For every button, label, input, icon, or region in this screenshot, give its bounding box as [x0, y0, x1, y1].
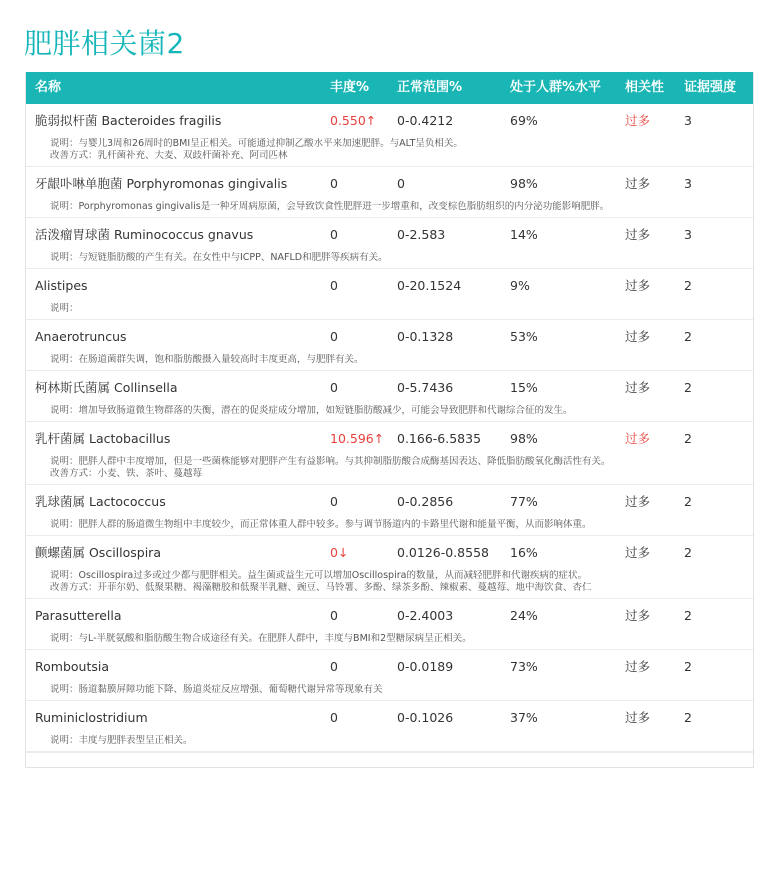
row-evidence: 2 — [684, 278, 692, 293]
table-row — [26, 167, 753, 201]
table-row — [26, 320, 753, 354]
row-name: Alistipes — [35, 278, 88, 293]
note-improvement: 改善方式：小麦、铁、茶叶、蔓越莓 — [50, 468, 203, 479]
header-name: 名称 — [35, 80, 62, 95]
row-evidence: 2 — [684, 431, 692, 446]
row-notes — [26, 138, 753, 167]
row-abundance: 0 — [330, 494, 338, 509]
row-evidence: 3 — [684, 176, 692, 191]
row-evidence: 3 — [684, 227, 692, 242]
note-description: 说明：与婴儿3周和26周时的BMI呈正相关。可能通过抑制乙酸水平来加速肥胖。与ALT呈负相关。 — [50, 138, 463, 149]
row-percentile: 53% — [510, 329, 538, 344]
row-relation: 过多 — [625, 329, 651, 344]
row-relation: 过多 — [625, 278, 651, 293]
table-row — [26, 650, 753, 684]
header-relation: 相关性 — [625, 80, 665, 95]
row-name: 脆弱拟杆菌 Bacteroides fragilis — [35, 113, 222, 128]
row-normal-range: 0-20.1524 — [397, 278, 462, 293]
note-description: 说明：与L-半胱氨酸和脂肪酸生物合成途径有关。在肥胖人群中，丰度与BMI和2型糖尿病呈正相关。 — [50, 633, 472, 644]
row-normal-range: 0.166-6.5835 — [397, 431, 482, 446]
row-normal-range: 0-2.4003 — [397, 608, 454, 623]
row-abundance: 0 — [330, 710, 338, 725]
note-description: 说明：Oscillospira过多或过少都与肥胖相关。益生菌或益生元可以增加Oscillospira的数量，从而减轻肥胖和代谢疾病的症状。 — [50, 570, 587, 581]
note-description: 说明：与短链脂肪酸的产生有关。在女性中与ICPP、NAFLD和肥胖等疾病有关。 — [50, 252, 388, 263]
row-percentile: 73% — [510, 659, 538, 674]
row-name: Ruminiclostridium — [35, 710, 148, 725]
row-abundance: 0 — [330, 659, 338, 674]
row-evidence: 3 — [684, 113, 692, 128]
note-description: 说明：Porphyromonas gingivalis是一种牙周病原菌，会导致饮食性肥胖进一步增重和，改变棕色脂肪组织的内分泌功能影响肥胖。 — [50, 201, 610, 212]
row-percentile: 16% — [510, 545, 538, 560]
note-improvement: 改善方式：开菲尔奶、低聚果糖、褐藻糖胶和低聚半乳糖、豌豆、马铃薯、多酚、绿茶多酚、辣椒素、蔓越莓、地中海饮食、杏仁 — [50, 582, 592, 593]
row-name: Anaerotruncus — [35, 329, 127, 344]
row-notes — [26, 354, 753, 371]
row-name: 乳杆菌属 Lactobacillus — [35, 431, 171, 446]
table-row — [26, 422, 753, 456]
row-normal-range: 0-2.583 — [397, 227, 446, 242]
row-relation: 过多 — [625, 710, 651, 725]
row-name: 牙龈卟啉单胞菌 Porphyromonas gingivalis — [35, 176, 288, 191]
table-row — [26, 485, 753, 519]
row-percentile: 9% — [510, 278, 530, 293]
row-evidence: 2 — [684, 710, 692, 725]
page-title: 肥胖相关菌2 — [24, 27, 185, 60]
row-abundance: 0 — [330, 176, 338, 191]
row-notes — [26, 303, 753, 320]
note-description: 说明：在肠道菌群失调，饱和脂肪酸摄入量较高时丰度更高，与肥胖有关。 — [50, 354, 364, 365]
table-row — [26, 104, 753, 138]
table-body — [26, 104, 753, 752]
row-normal-range: 0-0.2856 — [397, 494, 454, 509]
row-normal-range: 0-0.4212 — [397, 113, 454, 128]
row-notes — [26, 735, 753, 752]
row-percentile: 14% — [510, 227, 538, 242]
note-description: 说明：肥胖人群的肠道微生物组中丰度较少，而正常体重人群中较多。参与调节肠道内的卡路里代谢和能量平衡，从而影响体重。 — [50, 519, 592, 530]
row-abundance: 0 — [330, 227, 338, 242]
row-relation: 过多 — [625, 176, 651, 191]
row-notes — [26, 201, 753, 218]
row-notes — [26, 252, 753, 269]
row-name: 活泼瘤胃球菌 Ruminococcus gnavus — [35, 227, 254, 242]
row-evidence: 2 — [684, 659, 692, 674]
note-description: 说明：肠道黏膜屏障功能下降、肠道炎症反应增强、葡萄糖代谢异常等现象有关 — [50, 684, 383, 695]
row-notes — [26, 570, 753, 599]
table-row — [26, 599, 753, 633]
row-relation: 过多 — [625, 113, 651, 128]
row-abundance: 0 — [330, 329, 338, 344]
note-description: 说明： — [50, 303, 79, 314]
row-evidence: 2 — [684, 494, 692, 509]
bacteria-table — [25, 72, 754, 768]
row-name: 乳球菌属 Lactococcus — [35, 494, 166, 509]
table-header — [26, 72, 753, 104]
row-abundance: 0.550↑ — [330, 113, 377, 128]
row-relation: 过多 — [625, 608, 651, 623]
row-abundance: 0↓ — [330, 545, 349, 560]
row-relation: 过多 — [625, 494, 651, 509]
row-notes — [26, 456, 753, 485]
row-percentile: 77% — [510, 494, 538, 509]
row-abundance: 0 — [330, 278, 338, 293]
row-evidence: 2 — [684, 545, 692, 560]
row-abundance: 0 — [330, 380, 338, 395]
table-row — [26, 371, 753, 405]
row-percentile: 98% — [510, 431, 538, 446]
row-normal-range: 0-0.0189 — [397, 659, 454, 674]
header-normal-range: 正常范围% — [397, 80, 463, 95]
row-normal-range: 0-0.1026 — [397, 710, 454, 725]
row-evidence: 2 — [684, 380, 692, 395]
table-row — [26, 218, 753, 252]
row-normal-range: 0.0126-0.8558 — [397, 545, 489, 560]
row-notes — [26, 633, 753, 650]
row-percentile: 24% — [510, 608, 538, 623]
header-abundance: 丰度% — [330, 80, 370, 95]
row-name: Romboutsia — [35, 659, 109, 674]
row-normal-range: 0 — [397, 176, 405, 191]
note-description: 说明：肥胖人群中丰度增加，但是一些菌株能够对肥胖产生有益影响。与其抑制脂肪酸合成酶基因表达、降低脂肪酸氧化酶活性有关。 — [50, 456, 611, 467]
row-normal-range: 0-0.1328 — [397, 329, 454, 344]
row-abundance: 0 — [330, 608, 338, 623]
row-percentile: 15% — [510, 380, 538, 395]
row-abundance: 10.596↑ — [330, 431, 385, 446]
note-description: 说明：增加导致肠道微生物群落的失衡，潜在的促炎症成分增加，如短链脂肪酸减少，可能会导致肥胖和代谢综合征的发生。 — [50, 405, 573, 416]
table-row — [26, 701, 753, 735]
row-percentile: 98% — [510, 176, 538, 191]
table-row — [26, 536, 753, 570]
row-name: 柯林斯氏菌属 Collinsella — [35, 380, 178, 395]
row-name: Parasutterella — [35, 608, 122, 623]
row-percentile: 37% — [510, 710, 538, 725]
row-evidence: 2 — [684, 329, 692, 344]
header-evidence: 证据强度 — [684, 80, 737, 95]
row-relation: 过多 — [625, 659, 651, 674]
row-normal-range: 0-5.7436 — [397, 380, 454, 395]
note-description: 说明：丰度与肥胖表型呈正相关。 — [50, 735, 193, 746]
row-name: 颤螺菌属 Oscillospira — [35, 545, 161, 560]
row-notes — [26, 405, 753, 422]
header-percentile: 处于人群%水平 — [510, 80, 602, 95]
row-evidence: 2 — [684, 608, 692, 623]
row-relation: 过多 — [625, 545, 651, 560]
note-improvement: 改善方式：乳杆菌补充、大麦、双歧杆菌补充、阿司匹林 — [50, 150, 288, 161]
row-relation: 过多 — [625, 227, 651, 242]
row-notes — [26, 684, 753, 701]
row-notes — [26, 519, 753, 536]
row-percentile: 69% — [510, 113, 538, 128]
row-relation: 过多 — [625, 380, 651, 395]
table-row — [26, 269, 753, 303]
row-relation: 过多 — [625, 431, 651, 446]
table-footer — [26, 752, 753, 767]
